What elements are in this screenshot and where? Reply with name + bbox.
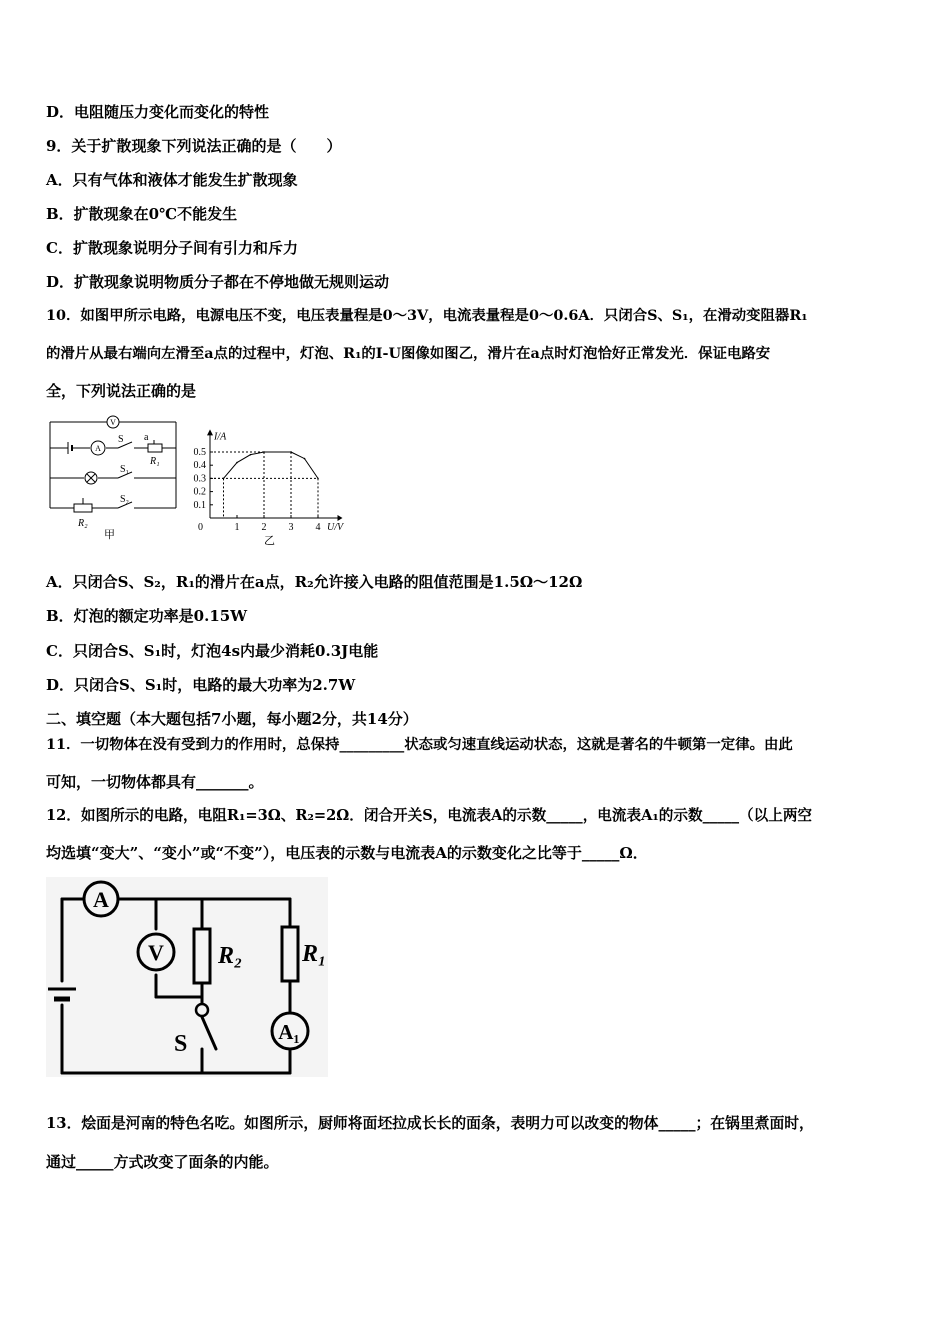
q12-fig-s-label: S <box>174 1031 188 1057</box>
data-point <box>290 451 292 453</box>
q10-option-c: C．只闭合S、S₁时，灯泡4s内最少消耗0.3J电能 <box>46 642 379 660</box>
q12-stem-line2: 均选填“变大”、“变小”或“不变”），电压表的示数与电流表A的示数变化之比等于_____Ω． <box>46 844 648 862</box>
y-tick-label: 0.4 <box>193 460 206 472</box>
q9-option-a: A．只有气体和液体才能发生扩散现象 <box>46 171 298 189</box>
y-axis-label: I/A <box>214 431 227 443</box>
q10-circuit-figure-jia <box>44 410 184 545</box>
q11-stem-line1: 11．一切物体在没有受到力的作用时，总保持_________状态或匀速直线运动状态，这就是著名的牛顿第一定律。由此 <box>46 736 793 753</box>
q10-stem-line2: 的滑片从最右端向左滑至a点的过程中，灯泡、R₁的I-U图像如图乙，滑片在a点时灯泡恰好正常发光．保证电路安 <box>46 345 771 362</box>
q12-fig-r2-label: R₂ <box>218 943 243 969</box>
series-line <box>224 452 265 478</box>
x-axis-label: U/V <box>327 522 344 533</box>
q10-iu-chart <box>180 418 355 546</box>
fig-jia-r2-label: R₂ <box>78 518 88 529</box>
q12-fig-v-label: V <box>148 940 164 965</box>
x-tick-label: 2 <box>261 522 267 533</box>
q12-fig-r1-label: R₁ <box>302 941 327 967</box>
y-tick-label: 0.5 <box>193 447 206 458</box>
fig-jia-r1-label: R₁ <box>150 456 160 467</box>
data-point <box>304 458 306 460</box>
fig-jia-a-label: A <box>95 444 101 453</box>
q9-stem: 9．关于扩散现象下列说法正确的是（ ） <box>46 137 342 155</box>
y-tick-label: 0.3 <box>193 473 206 485</box>
x-axis-arrow <box>338 515 343 521</box>
data-point <box>223 478 225 480</box>
y-axis-arrow <box>207 429 213 435</box>
q8-option-d: D．电阻随压力变化而变化的特性 <box>46 103 270 121</box>
y-tick-label: 0.1 <box>193 499 206 511</box>
section2-heading: 二、填空题（本大题包括7小题，每小题2分，共14分） <box>46 710 418 728</box>
q12-fig-a-label: A <box>93 887 109 912</box>
data-point <box>317 478 319 480</box>
series-line <box>291 452 318 478</box>
q11-stem-line2: 可知，一切物体都具有_______。 <box>46 773 264 791</box>
fig-jia-s2-label: S₂ <box>120 494 130 505</box>
q10-stem-line3: 全，下列说法正确的是 <box>46 382 197 400</box>
y-tick-label: 0.2 <box>193 486 206 498</box>
fig-jia-a-point-label: a <box>144 432 149 443</box>
x-tick-label: 1 <box>234 522 240 533</box>
fig-jia-v-label: V <box>110 418 116 427</box>
chart-caption: 乙 <box>264 535 275 546</box>
fig-jia-s-label: S <box>118 434 124 445</box>
data-point <box>250 454 252 456</box>
q10-option-d: D．只闭合S、S₁时，电路的最大功率为2.7W <box>46 676 356 694</box>
q10-stem-line1: 10．如图甲所示电路，电源电压不变，电压表量程是0～3V，电流表量程是0～0.6A．只闭合S、S₁，在滑动变阻器R₁ <box>46 307 808 324</box>
data-point <box>263 451 265 453</box>
q10-option-a: A．只闭合S、S₂，R₁的滑片在a点，R₂允许接入电路的阻值范围是1.5Ω～12Ω <box>46 573 583 591</box>
q9-option-b: B．扩散现象在0℃不能发生 <box>46 205 238 223</box>
fig-jia-s1-label: S₁ <box>120 464 130 475</box>
data-point <box>236 462 238 464</box>
origin-label: 0 <box>198 522 203 533</box>
q13-stem-line2: 通过_____方式改变了面条的内能。 <box>46 1153 279 1171</box>
q12-fig-a1-label: A₁ <box>278 1020 300 1044</box>
q12-circuit-figure <box>46 877 328 1077</box>
x-tick-label: 4 <box>315 522 321 533</box>
q13-stem-line1: 13．烩面是河南的特色名吃。如图所示，厨师将面坯拉成长长的面条，表明力可以改变的物体_____；在锅里煮面时， <box>46 1115 814 1132</box>
x-tick-label: 3 <box>288 522 294 533</box>
fig-jia-caption: 甲 <box>104 529 115 541</box>
q10-option-b: B．灯泡的额定功率是0.15W <box>46 607 248 625</box>
q9-option-c: C．扩散现象说明分子间有引力和斥力 <box>46 239 298 257</box>
q9-option-d: D．扩散现象说明物质分子都在不停地做无规则运动 <box>46 273 390 291</box>
q12-stem-line1: 12．如图所示的电路，电阻R₁=3Ω、R₂=2Ω．闭合开关S，电流表A的示数_____，电流表A₁的示数_____（以上两空 <box>46 807 813 824</box>
